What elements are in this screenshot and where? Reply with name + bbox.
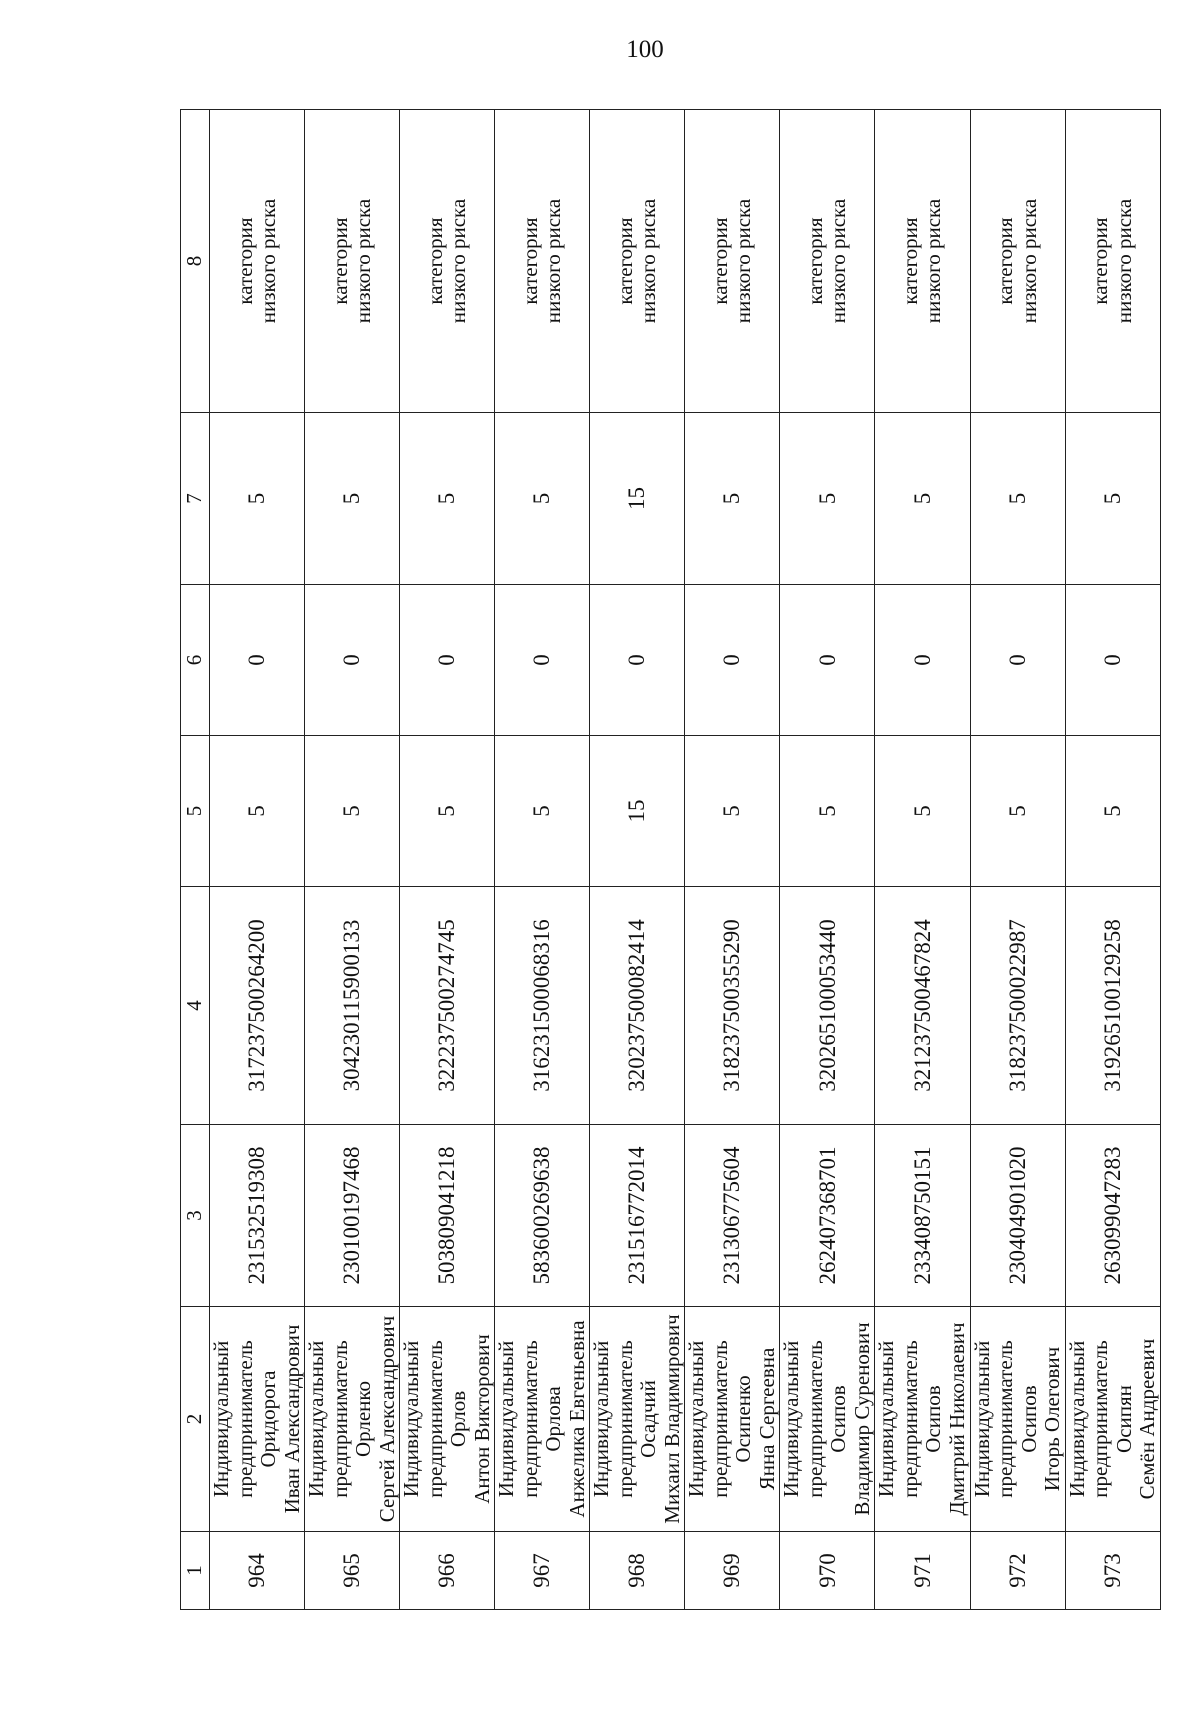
- col-6-value: 0: [590, 585, 685, 736]
- row-number: 968: [590, 1532, 685, 1610]
- row-number: 967: [495, 1532, 590, 1610]
- risk-category: [305, 110, 400, 413]
- risk-category-line: категория: [327, 217, 352, 305]
- col-7-value: 5: [780, 413, 875, 585]
- inn-value: 231516772014: [590, 1125, 685, 1307]
- entrepreneur-name-line: предприниматель Осипов: [897, 1340, 946, 1498]
- ogrn-value: 321237500467824: [875, 887, 970, 1125]
- entrepreneur-name-line: предприниматель Осипов: [802, 1340, 851, 1498]
- col-5-value: 15: [590, 736, 685, 887]
- col-6-value: 0: [400, 585, 495, 736]
- risk-category-line: категория: [707, 217, 732, 305]
- risk-category-line: категория: [993, 217, 1018, 305]
- col-7-value: 5: [875, 413, 970, 585]
- risk-category-line: низкого риска: [921, 198, 946, 324]
- col-7-value: 5: [970, 413, 1065, 585]
- col-6-value: 0: [970, 585, 1065, 736]
- table-row: [780, 110, 875, 1610]
- risk-category: [590, 110, 685, 413]
- entrepreneur-name: [305, 1307, 400, 1532]
- entrepreneur-name-line: Семён Андреевич: [1135, 1338, 1160, 1500]
- table-row: [1065, 110, 1160, 1610]
- ogrn-value: 318237500355290: [685, 887, 780, 1125]
- entrepreneur-name-line: Индивидуальный: [779, 1340, 804, 1498]
- entrepreneur-name-line: Михаил Владимирович: [659, 1314, 684, 1524]
- risk-category-line: категория: [1088, 217, 1113, 305]
- risk-category: [685, 110, 780, 413]
- entrepreneur-name-line: Игорь Олегович: [1040, 1346, 1065, 1492]
- header-col-6: 6: [181, 585, 210, 736]
- risk-category-line: низкого риска: [826, 198, 851, 324]
- header-row: [181, 110, 210, 1610]
- entrepreneur-name-line: Владимир Суренович: [849, 1322, 874, 1516]
- risk-category-line: низкого риска: [1111, 198, 1136, 324]
- table-row: [495, 110, 590, 1610]
- col-5-value: 5: [685, 736, 780, 887]
- entrepreneur-name-line: предприниматель Орлов: [422, 1340, 471, 1498]
- ogrn-value: 304230115900133: [305, 887, 400, 1125]
- risk-category-line: низкого риска: [1016, 198, 1041, 324]
- col-5-value: 5: [780, 736, 875, 887]
- entrepreneur-name-line: Индивидуальный: [209, 1340, 233, 1498]
- table-row: [400, 110, 495, 1610]
- entrepreneur-name-line: Индивидуальный: [969, 1340, 994, 1498]
- ogrn-value: 318237500022987: [970, 887, 1065, 1125]
- col-7-value: 5: [400, 413, 495, 585]
- col-6-value: 0: [210, 585, 305, 736]
- risk-category: [1065, 110, 1160, 413]
- col-7-value: 5: [210, 413, 305, 585]
- header-col-7: 7: [181, 413, 210, 585]
- risk-category-line: категория: [802, 217, 827, 305]
- inn-value: 503809041218: [400, 1125, 495, 1307]
- risk-category-line: низкого риска: [446, 198, 471, 324]
- entrepreneur-name-line: Иван Александрович: [279, 1324, 304, 1514]
- col-6-value: 0: [495, 585, 590, 736]
- entrepreneur-name-line: Дмитрий Николаевич: [944, 1322, 969, 1516]
- risk-category: [875, 110, 970, 413]
- table-rotation-frame: [180, 110, 1160, 1610]
- entrepreneur-name-line: предприниматель Орленко: [327, 1340, 376, 1498]
- entrepreneur-name-line: предприниматель Осипян: [1088, 1340, 1136, 1498]
- row-number: 966: [400, 1532, 495, 1610]
- col-7-value: 5: [685, 413, 780, 585]
- inn-value: 230404901020: [970, 1125, 1065, 1307]
- row-number: 965: [305, 1532, 400, 1610]
- entrepreneur-name-line: предприниматель Орлова: [517, 1340, 566, 1498]
- inn-value: 583600269638: [495, 1125, 590, 1307]
- col-5-value: 5: [1065, 736, 1160, 887]
- inn-value: 263099047283: [1065, 1125, 1160, 1307]
- entrepreneur-name-line: Анжелика Евгеньевна: [564, 1320, 589, 1518]
- col-7-value: 5: [305, 413, 400, 585]
- table-row: [305, 110, 400, 1610]
- entrepreneur-name-line: Янна Сергеевна: [754, 1347, 779, 1491]
- inn-value: 233408750151: [875, 1125, 970, 1307]
- risk-category: [400, 110, 495, 413]
- entrepreneur-name: [590, 1307, 685, 1532]
- entrepreneur-name: [210, 1307, 305, 1532]
- row-number: 964: [210, 1532, 305, 1610]
- risk-category-line: низкого риска: [636, 198, 661, 324]
- table-row: [875, 110, 970, 1610]
- table-row: [210, 110, 305, 1610]
- rotated-table-region: [180, 110, 1200, 1588]
- header-col-5: 5: [181, 736, 210, 887]
- risk-category-line: низкого риска: [256, 198, 281, 324]
- table-row: [590, 110, 685, 1610]
- ogrn-value: 316231500068316: [495, 887, 590, 1125]
- entrepreneur-name-line: Индивидуальный: [589, 1340, 614, 1498]
- col-5-value: 5: [970, 736, 1065, 887]
- col-7-value: 15: [590, 413, 685, 585]
- header-col-2: 2: [181, 1307, 210, 1532]
- risk-category-line: низкого риска: [731, 198, 756, 324]
- header-col-8: 8: [181, 110, 210, 413]
- entrepreneur-name: [495, 1307, 590, 1532]
- row-number: 971: [875, 1532, 970, 1610]
- risk-category: [970, 110, 1065, 413]
- table-row: [685, 110, 780, 1610]
- row-number: 970: [780, 1532, 875, 1610]
- entrepreneur-name: [970, 1307, 1065, 1532]
- risk-category-line: категория: [612, 217, 637, 305]
- ogrn-value: 319265100129258: [1065, 887, 1160, 1125]
- risk-category-line: категория: [897, 217, 922, 305]
- entrepreneur-name-line: Индивидуальный: [399, 1340, 424, 1498]
- col-6-value: 0: [780, 585, 875, 736]
- risk-category: [495, 110, 590, 413]
- entrepreneur-name-line: предприниматель Оридорога: [232, 1340, 281, 1498]
- inn-value: 231306775604: [685, 1125, 780, 1307]
- risk-category: [780, 110, 875, 413]
- row-number: 973: [1065, 1532, 1160, 1610]
- col-7-value: 5: [495, 413, 590, 585]
- entrepreneur-name: [685, 1307, 780, 1532]
- col-6-value: 0: [685, 585, 780, 736]
- entrepreneur-name-line: Антон Викторович: [469, 1334, 494, 1504]
- col-5-value: 5: [400, 736, 495, 887]
- col-5-value: 5: [875, 736, 970, 887]
- row-number: 969: [685, 1532, 780, 1610]
- entrepreneur-name: [400, 1307, 495, 1532]
- entrepreneur-name-line: Сергей Александрович: [374, 1315, 399, 1523]
- risk-category-table: [180, 109, 1161, 1610]
- ogrn-value: 322237500274745: [400, 887, 495, 1125]
- entrepreneur-name-line: Индивидуальный: [494, 1340, 519, 1498]
- entrepreneur-name-line: Индивидуальный: [1064, 1340, 1089, 1498]
- inn-value: 231532519308: [210, 1125, 305, 1307]
- risk-category-line: низкого риска: [351, 198, 376, 324]
- entrepreneur-name-line: Индивидуальный: [684, 1340, 709, 1498]
- entrepreneur-name: [780, 1307, 875, 1532]
- col-6-value: 0: [305, 585, 400, 736]
- header-col-4: 4: [181, 887, 210, 1125]
- header-col-1: 1: [181, 1532, 210, 1610]
- col-6-value: 0: [875, 585, 970, 736]
- entrepreneur-name-line: Индивидуальный: [874, 1340, 899, 1498]
- risk-category-line: категория: [232, 217, 257, 305]
- header-col-3: 3: [181, 1125, 210, 1307]
- entrepreneur-name: [875, 1307, 970, 1532]
- col-6-value: 0: [1065, 585, 1160, 736]
- entrepreneur-name-line: предприниматель Осипенко: [707, 1340, 756, 1498]
- ogrn-value: 320237500082414: [590, 887, 685, 1125]
- entrepreneur-name-line: Индивидуальный: [304, 1340, 329, 1498]
- risk-category-line: категория: [517, 217, 542, 305]
- col-5-value: 5: [495, 736, 590, 887]
- ogrn-value: 317237500264200: [210, 887, 305, 1125]
- entrepreneur-name-line: предприниматель Осипов: [993, 1340, 1041, 1498]
- entrepreneur-name: [1065, 1307, 1160, 1532]
- ogrn-value: 320265100053440: [780, 887, 875, 1125]
- table-row: [970, 110, 1065, 1610]
- risk-category: [210, 110, 305, 413]
- risk-category-line: низкого риска: [541, 198, 566, 324]
- row-number: 972: [970, 1532, 1065, 1610]
- risk-category-line: категория: [422, 217, 447, 305]
- page-number: 100: [626, 36, 664, 63]
- col-5-value: 5: [210, 736, 305, 887]
- col-5-value: 5: [305, 736, 400, 887]
- inn-value: 262407368701: [780, 1125, 875, 1307]
- inn-value: 230100197468: [305, 1125, 400, 1307]
- col-7-value: 5: [1065, 413, 1160, 585]
- entrepreneur-name-line: предприниматель Осадчий: [612, 1340, 661, 1498]
